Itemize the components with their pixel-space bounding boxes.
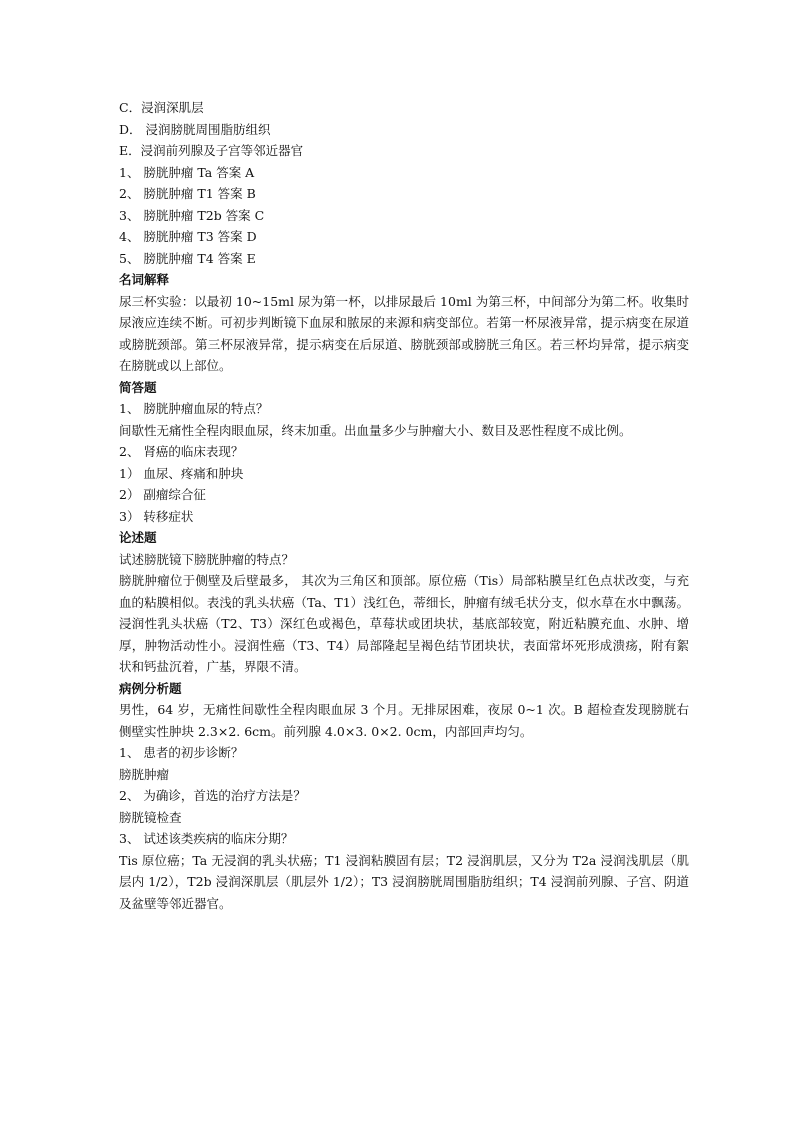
short-answer-answer-2-item: 1） 血尿、疼痛和肿块	[119, 465, 244, 481]
case-question-1: 1、 患者的初步诊断？	[119, 745, 244, 760]
short-answer-question-2: 2、 肾癌的临床表现？	[119, 444, 244, 459]
case-question-3: 3、 试述该类疾病的临床分期？	[119, 831, 294, 846]
matching-item: 3、 膀胱肿瘤 T2b 答案 C	[119, 207, 265, 223]
option-c: C．浸润深肌层	[119, 100, 204, 115]
document-page	[119, 97, 689, 914]
short-answer-answer-2-item: 3） 转移症状	[119, 508, 194, 524]
term-section-text: 尿三杯实验：以最初 10~15ml 尿为第一杯，以排尿最后 10ml 为第三杯，中间部分为第二杯。收集时尿液应连续不断。可初步判断镜下血尿和脓尿的来源和病变部位。若第一杯尿液异常，提示病变在尿道或膀胱颈部。第三杯尿液异常，提示病变在后尿道、膀胱颈部或膀胱三角区。若三杯均异常，提示病变在膀胱或以上部位。	[119, 293, 689, 373]
case-description: 男性，64 岁，无痛性间歇性全程肉眼血尿 3 个月。无排尿困难，夜尿 0~1 次。B 超检查发现膀胱右侧壁实性肿块 2.3×2. 6cm。前列腺 4.0×3. 0×2. 0cm，内部回声均匀。	[119, 702, 689, 739]
matching-item: 2、 膀胱肿瘤 T1 答案 B	[119, 186, 256, 201]
matching-item: 4、 膀胱肿瘤 T3 答案 D	[119, 229, 257, 244]
case-answer-3: Tis 原位癌；Ta 无浸润的乳头状癌；T1 浸润粘膜固有层；T2 浸润肌层，又分为 T2a 浸润浅肌层（肌层内 1/2），T2b 浸润深肌层（肌层外 1/2）；T3 浸润膀胱周围脂肪组织；T4 浸润前列腺、子宫、阴道及盆壁等邻近器官。	[119, 852, 689, 911]
short-answer-answer-2-item: 2） 副瘤综合征	[119, 487, 206, 502]
essay-question: 试述膀胱镜下膀胱肿瘤的特点？	[119, 551, 295, 567]
essay-heading: 论述题	[119, 530, 157, 545]
term-section-heading: 名词解释	[119, 272, 170, 287]
option-e: E．浸润前列腺及子宫等邻近器官	[119, 143, 304, 158]
matching-item: 1、 膀胱肿瘤 Ta 答案 A	[119, 164, 255, 180]
short-answer-answer-1: 间歇性无痛性全程肉眼血尿，终末加重。出血量多少与肿瘤大小、数目及恶性程度不成比例。	[119, 422, 632, 438]
case-answer-2: 膀胱镜检查	[119, 809, 182, 825]
short-answer-heading: 简答题	[119, 379, 157, 395]
option-d: D． 浸润膀胱周围脂肪组织	[119, 121, 271, 137]
short-answer-question-1: 1、 膀胱肿瘤血尿的特点？	[119, 401, 269, 416]
case-question-2: 2、 为确诊，首选的治疗方法是？	[119, 788, 306, 803]
case-answer-1: 膀胱肿瘤	[119, 766, 170, 782]
essay-answer: 膀胱肿瘤位于侧壁及后壁最多， 其次为三角区和顶部。原位癌（Tis）局部粘膜呈红色点状改变，与充血的粘膜相似。表浅的乳头状癌（Ta、T1）浅红色，蒂细长，肿瘤有绒毛状分支，似水草在水中飘荡。浸润性乳头状癌（T2、T3）深红色或褐色，草莓状或团块状，基底部较宽，附近粘膜充血、水肿、增厚，肿物活动性小。浸润性癌（T3、T4）局部隆起呈褐色结节团块状，表面常坏死形成溃疡，附有絮状和钙盐沉着，广基，界限不清。	[119, 573, 689, 674]
matching-item: 5、 膀胱肿瘤 T4 答案 E	[119, 250, 256, 266]
case-heading: 病例分析题	[119, 680, 182, 696]
